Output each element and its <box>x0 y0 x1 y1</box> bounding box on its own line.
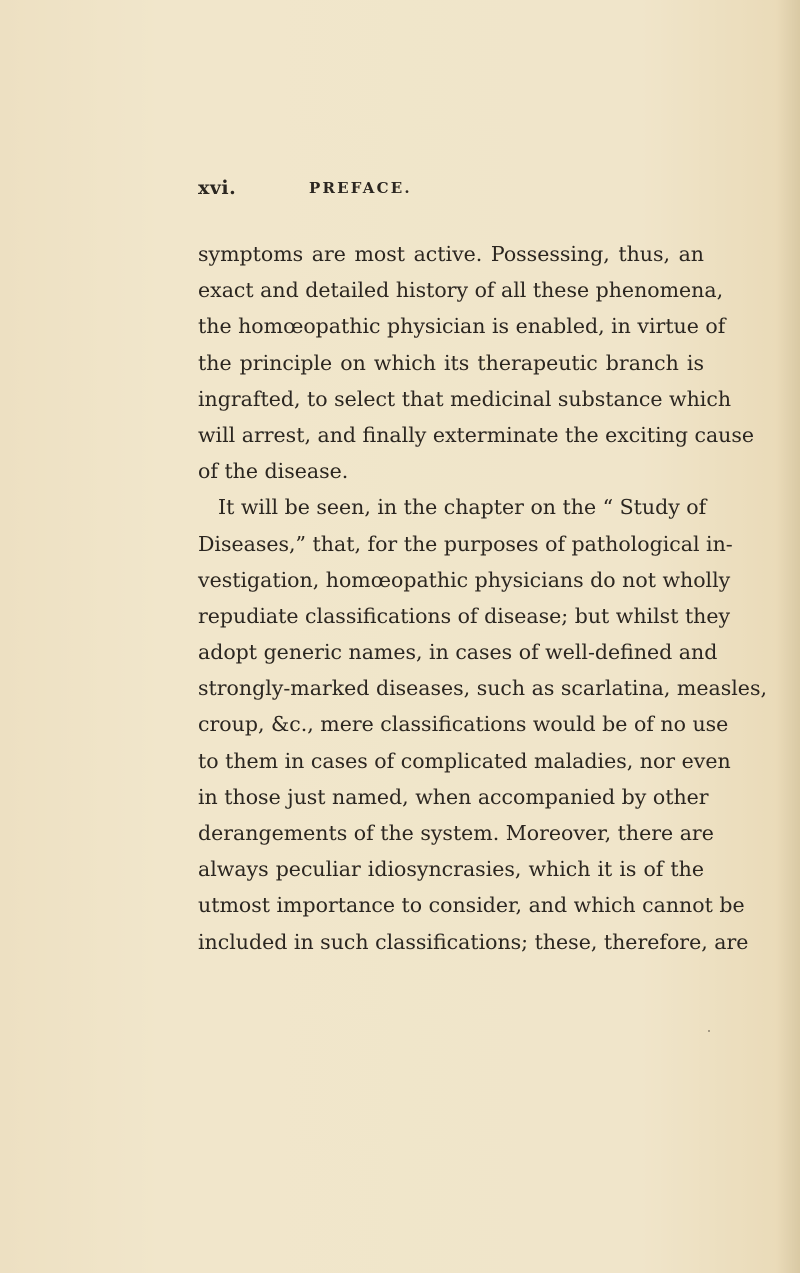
text-line: exact and detailed history of all these phenomena, <box>198 278 724 303</box>
text-line: the principle on which its therapeutic branch is <box>198 350 704 375</box>
page-header <box>198 177 698 201</box>
text-line: strongly-marked diseases, such as scarlatina, measles, <box>198 676 767 701</box>
page-number: xvi. <box>198 177 237 199</box>
text-line: croup, &c., mere classifications would be of no use <box>198 712 729 737</box>
text-line: repudiate classifications of disease; but whilst they <box>198 603 731 628</box>
running-head: PREFACE. <box>309 179 412 197</box>
text-line: It will be seen, in the chapter on the “ Study of <box>218 495 707 520</box>
text-line: in those just named, when accompanied by other <box>198 784 709 809</box>
text-line: always peculiar idiosyncrasies, which it is of the <box>198 857 704 882</box>
body-text <box>198 236 767 960</box>
text-line: of the disease. <box>198 459 349 484</box>
text-line: vestigation, homœopathic physicians do not wholly <box>198 567 731 592</box>
text-line: included in such classifications; these, therefore, are <box>198 929 749 954</box>
text-line: will arrest, and finally exterminate the exciting cause <box>198 422 755 447</box>
text-line: the homœopathic physician is enabled, in virtue of <box>198 314 726 339</box>
text-line: symptoms are most active. Possessing, thus, an <box>198 242 704 266</box>
text-line: derangements of the system. Moreover, there are <box>198 821 714 845</box>
text-line: Diseases,” that, for the purposes of pathological in- <box>198 531 733 556</box>
text-line: to them in cases of complicated maladies, nor even <box>198 748 731 773</box>
text-line: utmost importance to consider, and which cannot be <box>198 893 745 918</box>
paper-speck <box>708 1030 710 1032</box>
text-line: adopt generic names, in cases of well-defined and <box>198 640 718 665</box>
text-line: ingrafted, to select that medicinal substance which <box>198 386 732 411</box>
